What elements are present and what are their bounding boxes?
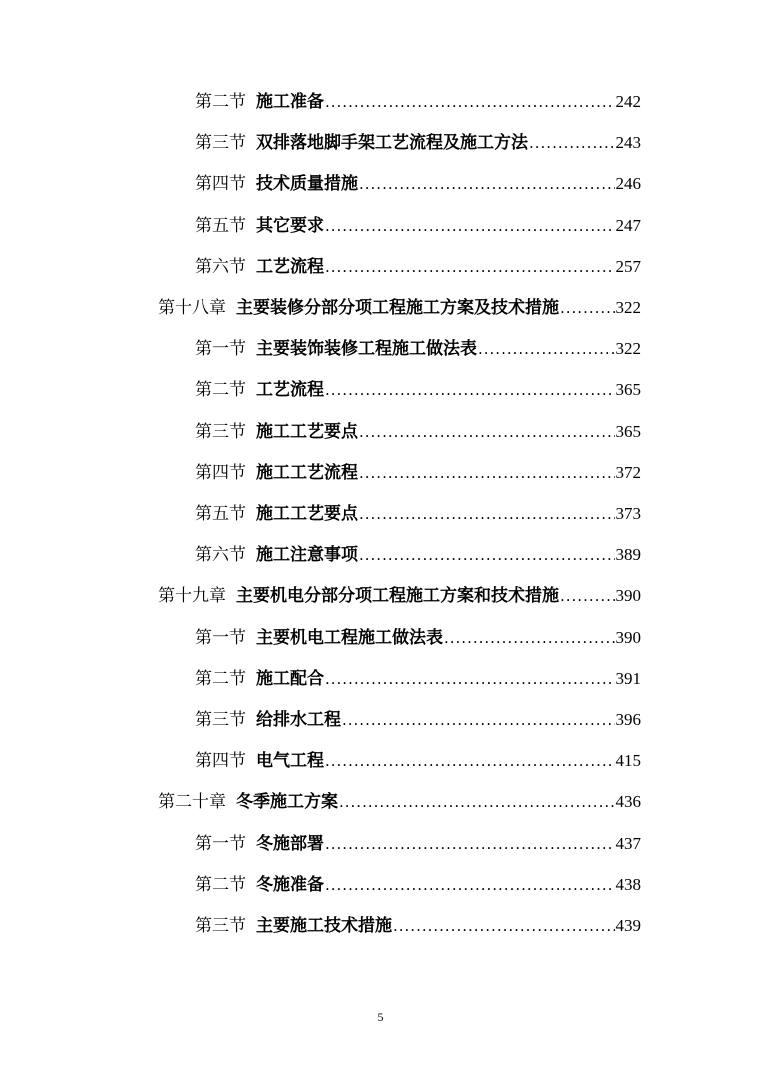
toc-entry-page: 396 [615, 710, 641, 729]
toc-entry-number: 第二节 [195, 668, 246, 689]
toc-entry-title: 施工工艺要点 [256, 504, 358, 524]
toc-entry-number: 第四节 [195, 174, 246, 195]
page-number: 5 [377, 1010, 384, 1024]
toc-entry-page: 242 [615, 92, 641, 111]
toc-entry-page: 247 [615, 215, 641, 235]
toc-dot-leader [325, 376, 615, 404]
toc-section-entry[interactable] [195, 376, 641, 404]
toc-entry-title: 双排落地脚手架工艺流程及施工方法 [256, 133, 528, 154]
toc-entry-title: 电气工程 [256, 751, 324, 772]
toc-dot-leader [325, 88, 615, 116]
toc-dot-leader [325, 212, 615, 240]
toc-entry-page: 415 [615, 751, 641, 771]
toc-dot-leader [359, 541, 615, 569]
toc-entry-page: 246 [615, 174, 641, 194]
toc-dot-leader [359, 500, 615, 528]
toc-entry-title: 施工工艺要点 [256, 421, 358, 442]
toc-chapter-entry[interactable] [158, 788, 641, 816]
toc-entry-page: 390 [615, 627, 641, 647]
toc-entry-page: 373 [615, 504, 641, 523]
toc-entry-number: 第二十章 [158, 792, 226, 813]
toc-entry-title: 主要施工技术措施 [256, 916, 392, 936]
toc-entry-number: 第十八章 [158, 298, 226, 318]
toc-section-entry[interactable] [195, 830, 641, 858]
toc-entry-title: 主要装饰装修工程施工做法表 [256, 339, 477, 360]
toc-section-entry[interactable] [195, 88, 641, 116]
toc-entry-page: 437 [615, 833, 641, 853]
toc-entry-number: 第一节 [195, 833, 246, 854]
toc-dot-leader [560, 582, 615, 610]
toc-entry-number: 第四节 [195, 751, 246, 772]
toc-section-entry[interactable] [195, 335, 641, 363]
toc-dot-leader [359, 170, 615, 198]
toc-entry-title: 工艺流程 [256, 256, 324, 277]
toc-entry-title: 主要机电工程施工做法表 [256, 627, 443, 648]
toc-chapter-entry[interactable] [158, 582, 641, 610]
toc-entry-title: 工艺流程 [256, 380, 324, 401]
toc-section-entry[interactable] [195, 418, 641, 446]
toc-entry-page: 243 [615, 133, 641, 153]
toc-entry-number: 第三节 [195, 710, 246, 730]
toc-chapter-entry[interactable] [158, 294, 641, 322]
toc-section-entry[interactable] [195, 912, 641, 940]
toc-entry-title: 给排水工程 [256, 710, 341, 730]
toc-entry-page: 391 [615, 668, 641, 688]
toc-section-entry[interactable] [195, 212, 641, 240]
toc-entry-number: 第二节 [195, 380, 246, 401]
toc-entry-title: 施工准备 [256, 92, 324, 112]
toc-dot-leader [342, 706, 615, 734]
toc-dot-leader [325, 253, 615, 281]
toc-dot-leader [325, 830, 615, 858]
toc-section-entry[interactable] [195, 541, 641, 569]
toc-section-entry[interactable] [195, 624, 641, 652]
toc-section-entry[interactable] [195, 665, 641, 693]
toc-dot-leader [478, 335, 615, 363]
toc-dot-leader [359, 418, 615, 446]
toc-entry-number: 第一节 [195, 627, 246, 648]
toc-entry-title: 主要装修分部分项工程施工方案及技术措施 [236, 298, 559, 318]
toc-dot-leader [393, 912, 615, 940]
toc-entry-page: 372 [615, 462, 641, 482]
toc-section-entry[interactable] [195, 500, 641, 528]
toc-entry-title: 主要机电分部分项工程施工方案和技术措施 [236, 586, 559, 607]
toc-dot-leader [339, 788, 615, 816]
toc-entry-title: 施工配合 [256, 668, 324, 689]
toc-entry-title: 冬施准备 [256, 874, 324, 895]
toc-dot-leader [560, 294, 615, 322]
toc-entry-page: 322 [615, 298, 641, 317]
toc-dot-leader [325, 747, 615, 775]
toc-entry-page: 390 [615, 586, 641, 606]
toc-entry-title: 技术质量措施 [256, 174, 358, 195]
toc-entry-number: 第三节 [195, 916, 246, 936]
toc-section-entry[interactable] [195, 747, 641, 775]
toc-dot-leader [325, 871, 615, 899]
toc-dot-leader [529, 129, 615, 157]
toc-dot-leader [325, 665, 615, 693]
toc-entry-page: 438 [615, 874, 641, 894]
toc-entry-page: 436 [615, 792, 641, 812]
toc-entry-number: 第一节 [195, 339, 246, 360]
toc-entry-number: 第五节 [195, 504, 246, 524]
toc-entry-number: 第六节 [195, 545, 246, 566]
toc-section-entry[interactable] [195, 129, 641, 157]
toc-section-entry[interactable] [195, 170, 641, 198]
toc-section-entry[interactable] [195, 706, 641, 734]
toc-entry-title: 冬季施工方案 [236, 792, 338, 813]
toc-dot-leader [359, 459, 615, 487]
toc-entry-title: 施工注意事项 [256, 545, 358, 566]
toc-entry-title: 冬施部署 [256, 833, 324, 854]
toc-entry-title: 施工工艺流程 [256, 462, 358, 483]
toc-entry-page: 365 [615, 421, 641, 441]
toc-entry-number: 第二节 [195, 874, 246, 895]
toc-entry-page: 322 [615, 339, 641, 359]
toc-entry-number: 第三节 [195, 421, 246, 442]
toc-section-entry[interactable] [195, 871, 641, 899]
toc-entry-page: 365 [615, 380, 641, 400]
toc-entry-number: 第六节 [195, 256, 246, 277]
toc-dot-leader [444, 624, 615, 652]
toc-entry-number: 第四节 [195, 462, 246, 483]
toc-section-entry[interactable] [195, 253, 641, 281]
toc-entry-number: 第二节 [195, 92, 246, 112]
toc-entry-page: 389 [615, 545, 641, 565]
toc-entry-number: 第十九章 [158, 586, 226, 607]
toc-entry-page: 439 [615, 916, 641, 935]
toc-entry-page: 257 [615, 256, 641, 276]
toc-entry-number: 第五节 [195, 215, 246, 236]
toc-entry-title: 其它要求 [256, 215, 324, 236]
toc-section-entry[interactable] [195, 459, 641, 487]
toc-entry-number: 第三节 [195, 133, 246, 154]
